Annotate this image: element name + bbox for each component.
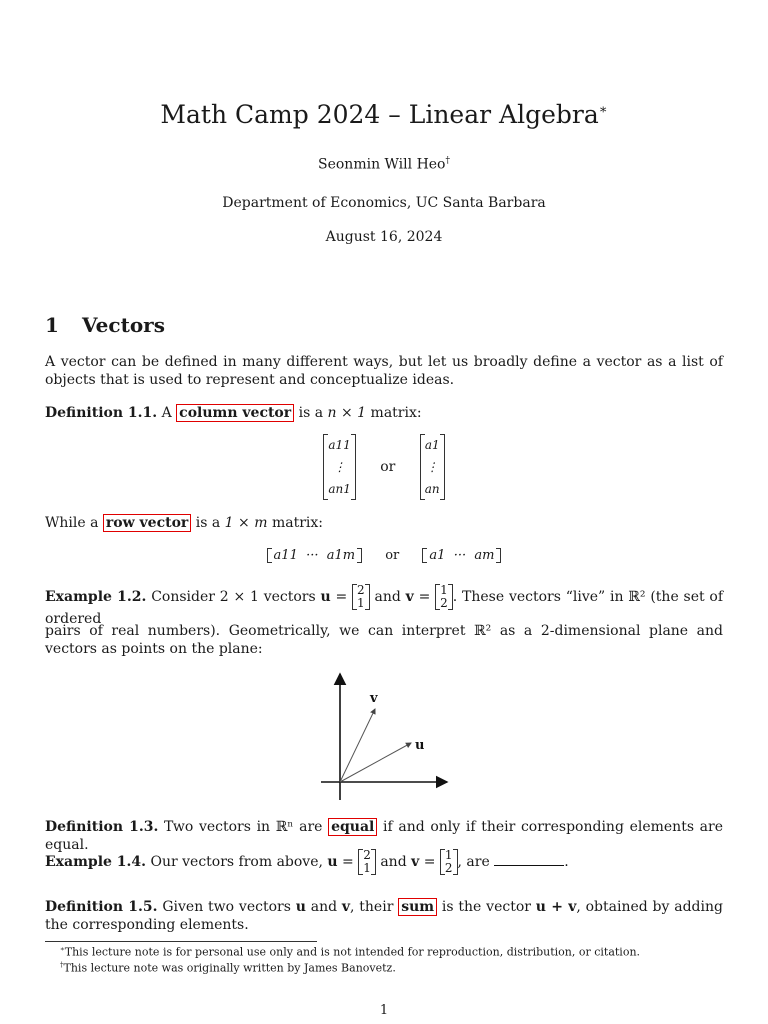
- column-matrix-a: [323, 434, 356, 500]
- cell: an: [424, 482, 440, 496]
- author-line: [0, 156, 768, 173]
- text: A: [161, 405, 172, 421]
- or-text: or: [385, 548, 400, 563]
- cell: 1: [363, 861, 371, 875]
- cell: ⋮: [333, 460, 346, 474]
- v-matrix: [435, 584, 453, 610]
- cell: 1: [357, 596, 365, 610]
- text: is a: [298, 405, 324, 421]
- footnote-rule: [45, 941, 317, 942]
- cell: a11: [328, 438, 351, 452]
- vector-plane-figure: [315, 670, 455, 805]
- u-matrix: [358, 849, 376, 875]
- cell: ⋮: [426, 460, 439, 474]
- text: is a: [195, 515, 221, 531]
- department: Department of Economics, UC Santa Barbara: [222, 195, 546, 211]
- footnote-text: This lecture note is for personal use only and is not intended for reproduction, distribution, or citation.: [64, 945, 641, 959]
- definition-1-5: [45, 898, 723, 934]
- text: . These vectors “live” in ℝ² (the set of ordered: [45, 589, 724, 627]
- vector-u: u: [295, 899, 306, 915]
- vector-u: u: [320, 589, 331, 605]
- text: , their: [350, 899, 394, 915]
- cell: a1: [424, 438, 440, 452]
- row-vector-display: [0, 548, 768, 563]
- footnote-text: This lecture note was originally written by James Banovetz.: [63, 961, 396, 975]
- v-matrix: [440, 849, 458, 875]
- author-footnote-mark: †: [445, 156, 450, 166]
- column-matrix-b: [420, 434, 445, 500]
- definition-label: Definition 1.5.: [45, 899, 158, 915]
- example-label: Example 1.4.: [45, 854, 147, 870]
- text: Consider 2 × 1 vectors: [151, 589, 316, 605]
- cell: 2: [440, 596, 448, 610]
- u-matrix: [352, 584, 370, 610]
- term-row-vector[interactable]: row vector: [103, 514, 191, 532]
- term-sum[interactable]: sum: [398, 898, 437, 916]
- dims: n × 1: [327, 405, 367, 421]
- footnote-mark: †: [60, 961, 64, 969]
- title-footnote-mark: ∗: [598, 102, 608, 118]
- vector-v: v: [405, 589, 414, 605]
- term-column-vector[interactable]: column vector: [176, 404, 294, 422]
- document-title: [0, 100, 768, 129]
- cell: an1: [328, 482, 351, 496]
- definition-label: Definition 1.1.: [45, 405, 158, 421]
- text: if and only if their corresponding elements are equal.: [45, 819, 724, 853]
- cell: 2: [357, 583, 365, 597]
- equals: =: [342, 854, 354, 870]
- text: matrix:: [271, 515, 323, 531]
- cell: 2: [444, 861, 453, 875]
- text: , are: [457, 854, 490, 870]
- section-heading: [45, 313, 165, 337]
- footnote-mark: ∗: [60, 945, 65, 953]
- author-name: Seonmin Will Heo: [318, 156, 446, 173]
- text: matrix:: [370, 405, 422, 421]
- intro-paragraph: A vector can be defined in many different ways, but let us broadly define a vector as a list of objects that is used to represent and conceptualize ideas.: [45, 354, 723, 388]
- vector-sum: u + v: [535, 899, 577, 915]
- text: , obtained by adding the corresponding elements.: [45, 899, 723, 933]
- text: Two vectors in ℝⁿ are: [164, 819, 323, 835]
- label-u: u: [415, 738, 425, 753]
- cell: 1: [440, 583, 448, 597]
- text: is the vector: [441, 899, 531, 915]
- date: August 16, 2024: [325, 229, 443, 245]
- footnote-1: [60, 945, 640, 959]
- equals: =: [423, 854, 436, 870]
- section-number: 1: [45, 313, 59, 337]
- row-matrix-b: a1 ··· am: [422, 548, 501, 563]
- dims: 1 × m: [224, 515, 268, 531]
- vector-u: u: [327, 854, 338, 870]
- fill-in-blank[interactable]: [494, 855, 564, 866]
- text: Given two vectors: [162, 899, 291, 915]
- title-text: Math Camp 2024 – Linear Algebra: [160, 100, 599, 129]
- row-vector-paragraph: [45, 514, 723, 532]
- example-1-4: [45, 849, 723, 875]
- column-vector-display: [0, 434, 768, 500]
- text: Our vectors from above,: [150, 854, 323, 870]
- section-title: Vectors: [82, 313, 165, 337]
- definition-1-1: [45, 404, 723, 422]
- footnote-2: [60, 961, 396, 975]
- text: and: [310, 899, 338, 915]
- text: and: [374, 589, 401, 605]
- text: and: [380, 854, 407, 870]
- example-1-2-continued: pairs of real numbers). Geometrically, we can interpret ℝ² as a 2-dimensional plane and vectors as points on the plane:: [45, 623, 723, 657]
- vector-v: v: [411, 854, 420, 870]
- text: While a: [45, 515, 99, 531]
- page-number: 1: [379, 1003, 389, 1018]
- text: .: [564, 854, 569, 870]
- definition-label: Definition 1.3.: [45, 819, 159, 835]
- cell: 2: [363, 848, 371, 862]
- cell: 1: [444, 848, 453, 862]
- vector-v: v: [341, 899, 351, 915]
- equals: =: [335, 589, 348, 605]
- or-text: or: [380, 459, 396, 475]
- row-matrix-a: a11 ··· a1m: [267, 548, 363, 563]
- equals: =: [418, 589, 431, 605]
- example-label: Example 1.2.: [45, 589, 147, 605]
- term-equal[interactable]: equal: [328, 818, 377, 836]
- vector-v-arrow: [340, 709, 375, 782]
- label-v: v: [370, 691, 378, 706]
- vector-u-arrow: [340, 743, 411, 782]
